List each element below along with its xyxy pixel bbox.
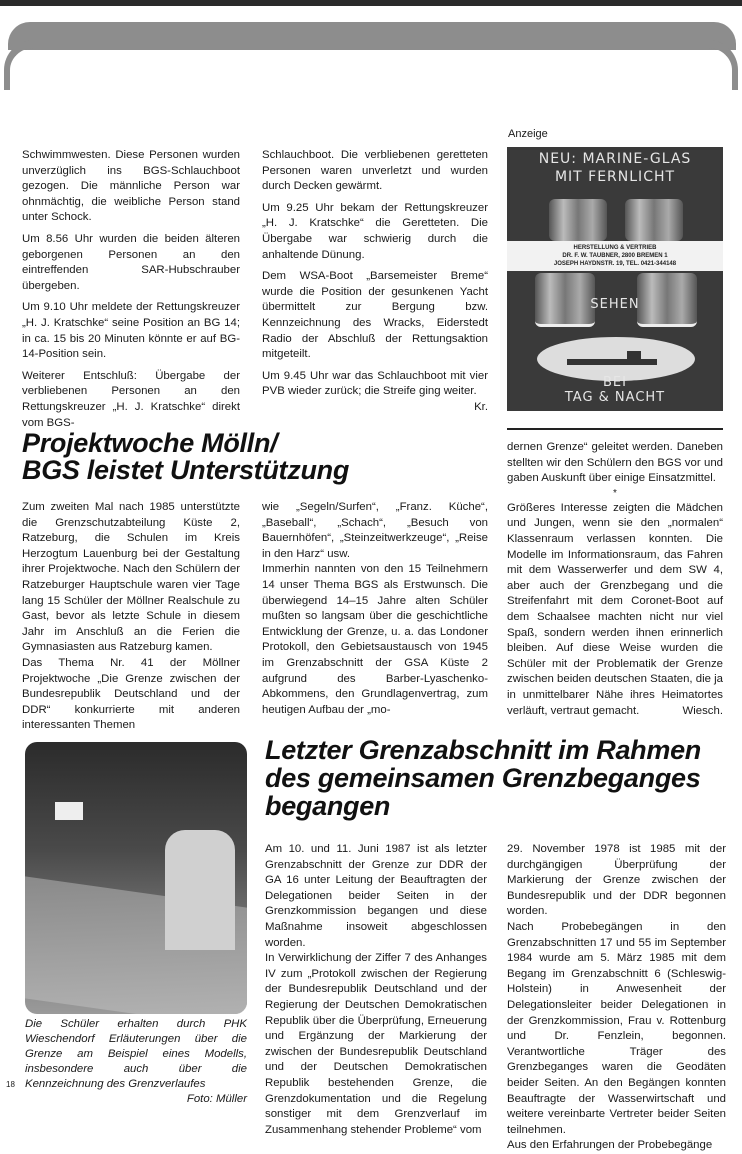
paragraph: Weiterer Entschluß: Übergabe der verbliebenen Personen an den Rettungskreuzer „H. J. Kratschke“ direkt vom BGS- [22, 369, 240, 429]
binoculars-icon [549, 199, 607, 241]
binoculars-icon [625, 199, 683, 241]
paragraph: wie „Segeln/Surfen“, „Franz. Küche“, „Baseball“, „Schach“, „Besuch von Bauernhöfen“, „Steinzeitwerkzeuge“, „Reise in den Harz“ usw. [262, 501, 488, 560]
advert-info-line: DR. F. W. TAUBNER, 2800 BREMEN 1 [562, 253, 668, 259]
headline-line: Letzter Grenzabschnitt im Rahmen [265, 735, 701, 765]
headline-line: des gemeinsamen Grenzbeganges [265, 763, 701, 793]
projektwoche-col3 [507, 440, 723, 719]
paragraph: Um 8.56 Uhr wurden die beiden älteren geborgenen Personen an den eintreffenden SAR-Hubschrauber übergeben. [22, 232, 240, 292]
page-header-band [8, 22, 736, 50]
paragraph: Dem WSA-Boot „Barsemeister Breme“ wurde die Position der gesunkenen Yacht übermittelt zur Bergung bzw. Kennzeichnung des Wracks, Eiderstedt Radio der Abschluß der Rettungsaktion mitgeteilt. [262, 270, 488, 361]
paragraph: Um 9.25 Uhr bekam der Rettungskreuzer „H. J. Kratschke“ die Geretteten. Die Übergabe war schwierig durch die anhaltende Dünung. [262, 201, 488, 261]
advert-line1: NEU: MARINE-GLAS [538, 151, 692, 167]
advert-image [507, 147, 723, 411]
separator: * [613, 487, 617, 499]
grenzbegang-col1 [265, 842, 487, 1138]
paragraph: 29. November 1978 ist 1985 mit der durchgängigen Überprüfung der Markierung der Grenze zwischen der Bundesrepublik und der DDR begonnen worden. [507, 843, 726, 918]
paragraph: Nach Probebegängen in den Grenzabschnitten 17 und 55 im September 1984 wurde am 5. März 1985 mit dem Begang im Grenzabschnitt 6 (Schleswig-Holstein) in Anwesenheit der Delegationsleiter beider Delegationen in der Grenzkommission, Frau v. Rottenburg und Dr. Fenzlein, begonnen. Verantwortliche Träger des Grenzbeganges waren die Geodäten beider Seiten. An den Begängen konnten Beauftragte der Wasserwirtschaft und weitere vereinbarte Vertreter beider Seiten teilnehmen. [507, 920, 726, 1136]
projektwoche-col2 [262, 500, 488, 718]
grenzbegang-col2 [507, 842, 726, 1154]
photo-caption [25, 1017, 247, 1107]
paragraph: Größeres Interesse zeigten die Mädchen und Jungen, wenn sie den „normalen“ Klassenraum verlassen konnten. Die Modelle im Informationsraum, das Fahren mit dem Wasserwerfer und dem SW 4, aber auch der Grenzbegang und die Streifenfahrt mit dem Coronet-Boot auf dem Schaalsee machten nicht nur viel Spaß, sondern werden ihnen erinnerlich bleiben. Auf diese Weise wurden die Schüler mit der Problematik der Grenze zwischen beiden deutschen Staaten, die ja in unmittelbarer Nähe ihres Heimatortes verläuft, vertraut gemacht. [507, 501, 723, 717]
paragraph: Aus den Erfahrungen der Probebegänge [507, 1139, 713, 1152]
advert-line2: MIT FERNLICHT [554, 169, 676, 185]
projektwoche-col1 [22, 500, 240, 734]
author-signature: Wiesch. [682, 704, 723, 717]
page-number: 18 [6, 1080, 15, 1089]
paragraph: Um 9.10 Uhr meldete der Rettungskreuzer „H. J. Kratschke“ seine Position an BG 14; in ca. 15 bis 20 Minuten könnte er auf BG-14-Position sein. [22, 301, 240, 361]
headline-line: begangen [265, 791, 391, 821]
advert-bei: BEI [603, 375, 627, 390]
paragraph: Das Thema Nr. 41 der Möllner Projektwoche „Die Grenze zwischen der Bundesrepublik Deutschland und der DDR“ konkurrierte mit anderen interessanten Themen [22, 656, 240, 732]
advert-info-line: HERSTELLUNG & VERTRIEB [573, 245, 657, 251]
paragraph: Zum zweiten Mal nach 1985 unterstützte die Grenzschutzabteilung Küste 2, Ratzeburg, die Schulen im Kreis Herzogtum Lauenburg bei der Gestaltung ihrer Projektwoche. Nach den Schülern der Ratzeburger Hauptschule waren vier Tage lang 15 Schüler der Möllner Realschule zu Gast, bevor als letzte Schule in diesem Jahr im Anschluß an die Ferien die Gymnasiasten aus Ratzeburg kamen. [22, 501, 240, 654]
rescue-article-col2 [262, 148, 488, 416]
headline-line: Projektwoche Mölln/ [22, 428, 278, 458]
rescue-article-col1 [22, 148, 240, 437]
photo-model-exhibit [25, 742, 247, 1014]
article-headline [265, 736, 701, 820]
article-headline [22, 430, 349, 484]
author-signature: Kr. [474, 400, 488, 413]
paragraph: Schwimmwesten. Diese Personen wurden unverzüglich ins BGS-Schlauchboot gezogen. Die männliche Person war ohnmächtig, die weibliche Person stand unter Schock. [22, 149, 240, 224]
paragraph: Immerhin nannten von den 15 Teilnehmern 14 unser Thema BGS als Erstwunsch. Die überwiegend 14–15 Jahre alten Schüler mußten so langsam über die geschichtliche Entwicklung der Grenze, u. a. das Londoner Protokoll, den Gebietsaustausch von 1945 im Grenzabschnitt der GSA Küste 2 aufgrund des Barber-Lyaschenko-Abkommens, den Grundlagenvertrag, zum heutigen Aufbau der „mo- [262, 563, 488, 716]
paragraph: In Verwirklichung der Ziffer 7 des Anhanges IV zum „Protokoll zwischen der Regierung der Bundesrepublik Deutschland und der Regierung der Deutschen Demokratischen Republik über die Überprüfung, Erneuerung und Ergänzung der Markierung der zwischen der Bundesrepublik Deutschland und der Deutschen Demokratischen Republik bestehenden Grenze, die Grenzdokumentation und die Regelung sonstiger mit dem Grenzverlauf im Zusammenhang stehender Probleme“ vom [265, 952, 487, 1136]
divider [507, 428, 723, 430]
headline-line: BGS leistet Unterstützung [22, 455, 350, 485]
advert-sehen: SEHEN [590, 297, 640, 312]
advert-info-line: JOSEPH HAYDNSTR. 19, TEL. 0421-344148 [553, 261, 677, 267]
paragraph: Am 10. und 11. Juni 1987 ist als letzter Grenzabschnitt der Grenze zur DDR der GA 16 unter Leitung der Beauftragten der Delegationen beider Seiten in der Grenzkommission begangen und diese Maßnahme insoweit abgeschlossen worden. [265, 843, 487, 949]
paragraph: dernen Grenze“ geleitet werden. Daneben stellten wir den Schülern den BGS vor und gaben Auskunft über einige Einsatzmittel. [507, 441, 723, 485]
advert-tag-nacht: TAG & NACHT [564, 390, 666, 405]
caption-text: Die Schüler erhalten durch PHK Wieschendorf Erläuterungen über die Grenze am Beispiel eines Modells, insbesondere auch über die Kennzeichnung des Grenzverlaufes [25, 1018, 247, 1090]
advert-label: Anzeige [508, 128, 548, 140]
paragraph: Schlauchboot. Die verbliebenen geretteten Personen waren unverletzt und wurden durch Decken gewärmt. [262, 149, 488, 193]
advert-info [507, 241, 723, 271]
paragraph: Um 9.45 Uhr war das Schlauchboot mit vier PVB wieder zurück; die Streife ging weiter. [262, 369, 488, 398]
photo-credit: Foto: Müller [186, 1093, 247, 1105]
scan-edge [0, 0, 742, 6]
